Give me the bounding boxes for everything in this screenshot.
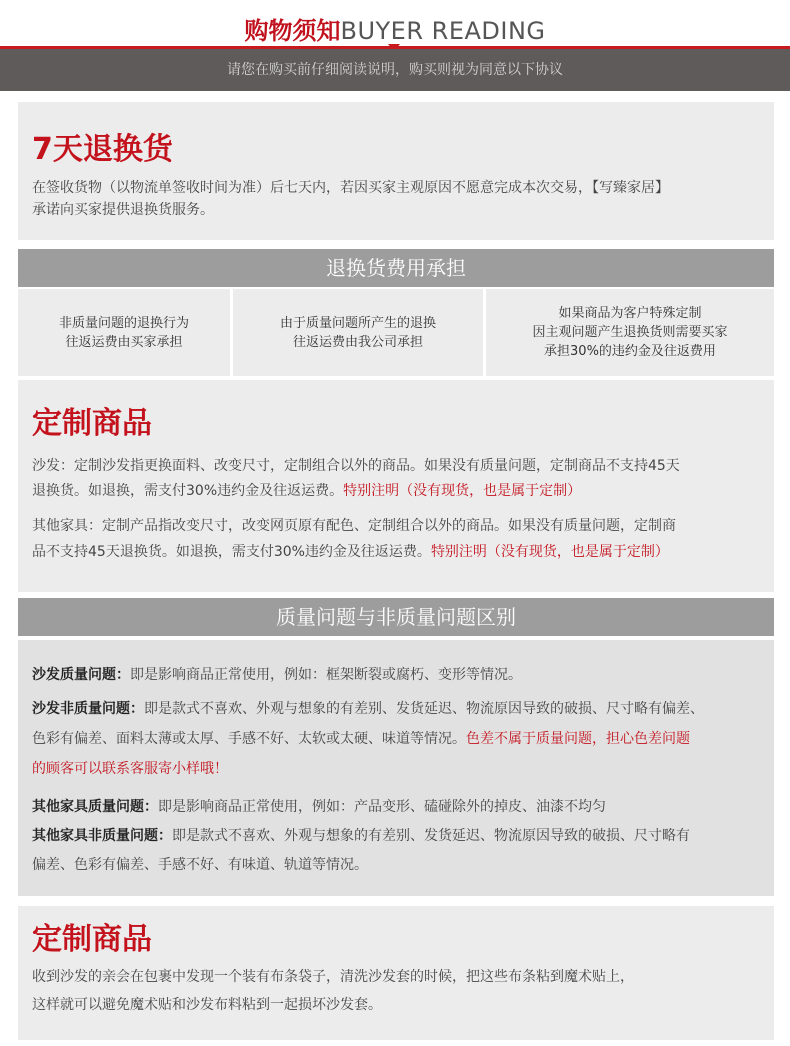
title-en: BUYER READING <box>340 17 546 45</box>
custom-p1-text: 退换货。如退换，需支付30%违约金及往返运费。 <box>32 483 344 499</box>
fee-cell-text: 由于质量问题所产生的退换 <box>279 315 436 331</box>
sofa-nonquality-line-2 <box>32 728 690 750</box>
custom2-title: 定制商品 <box>32 922 152 957</box>
custom-p1-line-2 <box>32 480 581 502</box>
page-title <box>0 16 790 46</box>
sofa-quality-label: 沙发质量问题： <box>32 667 130 683</box>
quality-bar: 质量问题与非质量问题区别 <box>18 598 774 636</box>
other-nonquality-text: 即是款式不喜欢、外观与想象的有差别、发货延迟、物流原因导致的破损、尺寸略有 <box>172 828 690 844</box>
color-diff-note: 色差不属于质量问题，担心色差问题 <box>466 731 690 747</box>
fee-cell-buyer <box>18 289 230 376</box>
fee-cell-company <box>233 289 483 376</box>
custom-p2-line-1: 其他家具：定制产品指改变尺寸，改变网页原有配色、定制组合以外的商品。如果没有质量问题，定制商 <box>32 518 676 534</box>
custom-title: 定制商品 <box>32 406 152 441</box>
notice-banner: 请您在购买前仔细阅读说明，购买则视为同意以下协议 <box>0 49 790 91</box>
other-nonquality-line-1 <box>32 825 690 847</box>
sofa-nonquality-label: 沙发非质量问题： <box>32 701 144 717</box>
custom-p2-text: 品不支持45天退换货。如退换，需支付30%违约金及往返运费。 <box>32 544 431 560</box>
return-line-2: 承诺向买家提供退换货服务。 <box>32 202 214 218</box>
title-cn: 购物须知 <box>244 17 341 45</box>
fee-cell-text: 承担30%的违约金及往返费用 <box>544 344 716 359</box>
color-diff-note-2: 的顾客可以联系客服寄小样哦！ <box>32 761 228 777</box>
other-quality-text: 即是影响商品正常使用，例如：产品变形、磕碰除外的掉皮、油漆不均匀 <box>158 799 606 815</box>
other-nonquality-label: 其他家具非质量问题： <box>32 828 172 844</box>
return-title: 7天退换货 <box>32 132 173 167</box>
custom-p1-line-1: 沙发：定制沙发指更换面料、改变尺寸，定制组合以外的商品。如果没有质量问题，定制商品不支持45天 <box>32 458 680 474</box>
custom-p2-note: 特别注明（没有现货，也是属于定制） <box>430 544 669 560</box>
sofa-nonquality-text: 即是款式不喜欢、外观与想象的有差别、发货延迟、物流原因导致的破损、尺寸略有偏差、 <box>144 701 704 717</box>
other-quality <box>32 796 606 818</box>
other-nonquality-line-2: 偏差、色彩有偏差、手感不好、有味道、轨道等情况。 <box>32 857 368 873</box>
other-quality-label: 其他家具质量问题： <box>32 799 158 815</box>
fee-cell-text: 因主观问题产生退换货则需要买家 <box>532 325 728 340</box>
custom-p2-line-2 <box>32 541 669 563</box>
fee-bar: 退换货费用承担 <box>18 249 774 287</box>
fee-cell-text: 非质量问题的退换行为 <box>58 315 189 331</box>
sofa-quality <box>32 664 522 686</box>
fee-cell-text: 往返运费由买家承担 <box>65 334 183 350</box>
custom2-line-2: 这样就可以避免魔术贴和沙发布料粘到一起损坏沙发套。 <box>32 997 382 1013</box>
return-line-1: 在签收货物（以物流单签收时间为准）后七天内，若因买家主观原因不愿意完成本次交易，【写臻家居】 <box>32 180 669 196</box>
fee-cell-text: 如果商品为客户特殊定制 <box>558 306 702 321</box>
sofa-quality-text: 即是影响商品正常使用，例如：框架断裂或腐朽、变形等情况。 <box>130 667 522 683</box>
custom2-line-1: 收到沙发的亲会在包裹中发现一个装有布条袋子，清洗沙发套的时候，把这些布条粘到魔术贴上， <box>32 969 634 985</box>
custom-p1-note: 特别注明（没有现货，也是属于定制） <box>343 483 582 499</box>
fee-cell-text: 往返运费由我公司承担 <box>292 334 423 350</box>
sofa-nonquality-line-1 <box>32 698 704 720</box>
fee-cell-custom <box>486 289 774 376</box>
sofa-nonquality-text: 色彩有偏差、面料太薄或太厚、手感不好、太软或太硬、味道等情况。 <box>32 731 466 747</box>
